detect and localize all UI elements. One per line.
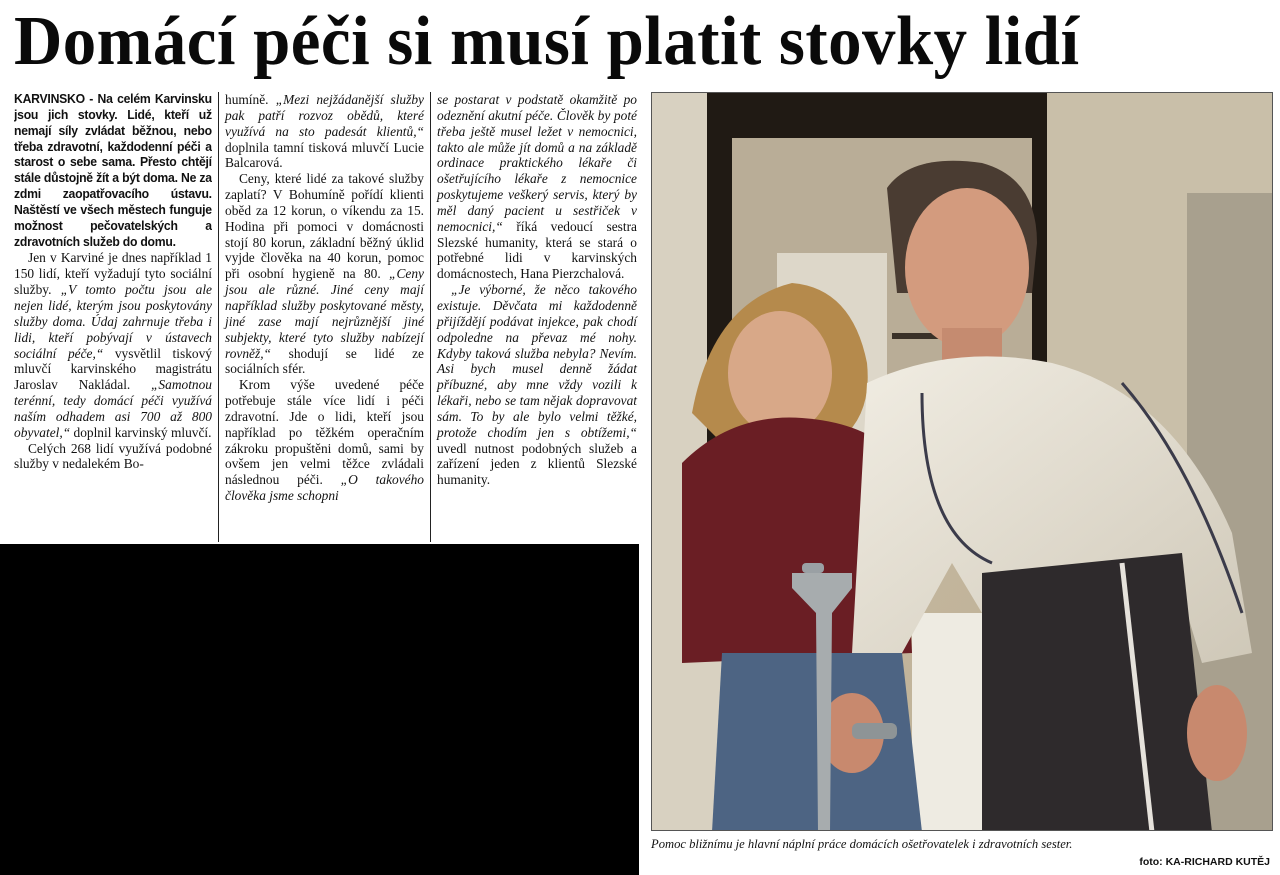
article-lead: KARVINSKO - Na celém Karvinsku jsou jich stovky. Lidé, kteří už nemají síly zvládat běžnou, nebo třeba zdravotní, každodenní péči a starost o sebe sama. Přesto chtějí stále důstojně žít a být doma. Ne za zdmi zaopatřovacího ústavu. Naštěstí ve všech městech funguje možnost pečovatelských a zdravotních služeb do domu. <box>14 92 212 249</box>
photo-credit: foto: KA-RICHARD KUTĚJ <box>1139 856 1270 868</box>
quote-text: „Je výborné, že něco takového existuje. Děvčata mi každodenně přijíždějí podávat injekce, pak chodí odpoledne na převaz mé nohy. Kdyby taková služba nebyla? Nevím. Asi bych musel denně žádat příbuzné, aby mne vždy vozili k lékaři, nebo se tam nějak dopravovat sám. To by ale bylo velmi těžké, protože chodím jen s obtížemi,“ <box>437 282 637 440</box>
article-paragraph: Celých 268 lidí využívá podobné služby v nedalekém Bo- <box>14 440 212 472</box>
quote-text: „Mezi nejžádanější služby pak patří rozvoz obědů, které využívá na sto padesát klientů,“ <box>225 92 424 139</box>
body-text: doplnil karvinský mluvčí. <box>70 424 212 440</box>
article-paragraph <box>14 250 212 440</box>
article-paragraph <box>225 377 424 504</box>
article-column-1 <box>14 92 212 472</box>
photo-caption: Pomoc bližnímu je hlavní náplní práce domácích ošetřovatelek i zdravotních sester. <box>651 837 1073 851</box>
body-text: doplnila tamní tisková mluvčí Lucie Balcarová. <box>225 139 424 171</box>
article-photo <box>651 92 1273 831</box>
quote-text: „V tomto počtu jsou ale nejen lidé, kterým jsou poskytovány služby doma. Údaj zahrnuje třeba i lidi, kteří pobývají v ústavech sociální péče,“ <box>14 282 212 361</box>
quote-text: „Ceny jsou ale různé. Jiné ceny mají například služby poskytované městy, jiné zase mají nejrůznější jiné subjekty, které tyto služby nabízejí rovněž,“ <box>225 266 424 361</box>
article-paragraph <box>225 92 424 171</box>
article-column-3 <box>437 92 637 488</box>
article-paragraph <box>437 92 637 282</box>
body-text: Ceny, které lidé za takové služby zaplatí? V Bohumíně pořídí klienti oběd za 12 korun, o víkendu za 15. Hodina při pomoci v domácnosti stojí 80 korun, základní běžný úklid vyjde člověka na 40 korun, pomoc při osobní hygieně na 80. <box>225 171 424 282</box>
quote-text: „Samotnou terénní, tedy domácí péči využívá naším odhadem asi 700 až 800 obyvatel,“ <box>14 377 212 440</box>
column-divider <box>430 92 431 542</box>
blacked-out-area <box>0 544 639 875</box>
photo-illustration <box>652 93 1273 831</box>
quote-text: se postarat v podstatě okamžitě po odeznění akutní péče. Člověk by poté třeba ještě musel ležet v nemocnici, takto ale může jít domů a na základě ordinace praktického lékaře či ošetřujícího lékaře z nemocnice poskytujeme veškerý servis, který by měl daný pacient u sestřiček v nemocnici,“ <box>437 92 637 234</box>
headline: Domácí péči si musí platit stovky lidí <box>14 3 1080 80</box>
column-divider <box>218 92 219 542</box>
article-paragraph <box>437 282 637 488</box>
article-paragraph <box>225 171 424 377</box>
lead-container <box>14 92 212 250</box>
body-text: vysvětlil tiskový mluvčí karvinského magistrátu Jaroslav Nakládal. <box>14 345 212 393</box>
body-text: shodují se lidé ze sociálních sfér. <box>225 345 424 377</box>
body-text: uvedl nutnost podobných služeb a zařízení jeden z klientů Slezské humanity. <box>437 440 637 488</box>
body-text: říká vedoucí sestra Slezské humanity, která se stará o potřebné lidi v karvinských domácnostech, Hana Pierzchalová. <box>437 218 637 282</box>
body-text: humíně. <box>225 92 276 107</box>
body-text: Jen v Karviné je dnes například 1 150 lidí, kteří vyžadují tyto sociální služby. <box>14 250 212 298</box>
quote-text: „O takového člověka jsme schopni <box>225 472 424 504</box>
body-text: Krom výše uvedené péče potřebuje stále více lidí i péči zdravotní. Jde o lidi, kteří jsou například po těžkém operačním zákroku propuštěni domů, sami by ovšem jen velmi těžce zvládali následnou péči. <box>225 377 424 488</box>
article-column-2 <box>225 92 424 504</box>
